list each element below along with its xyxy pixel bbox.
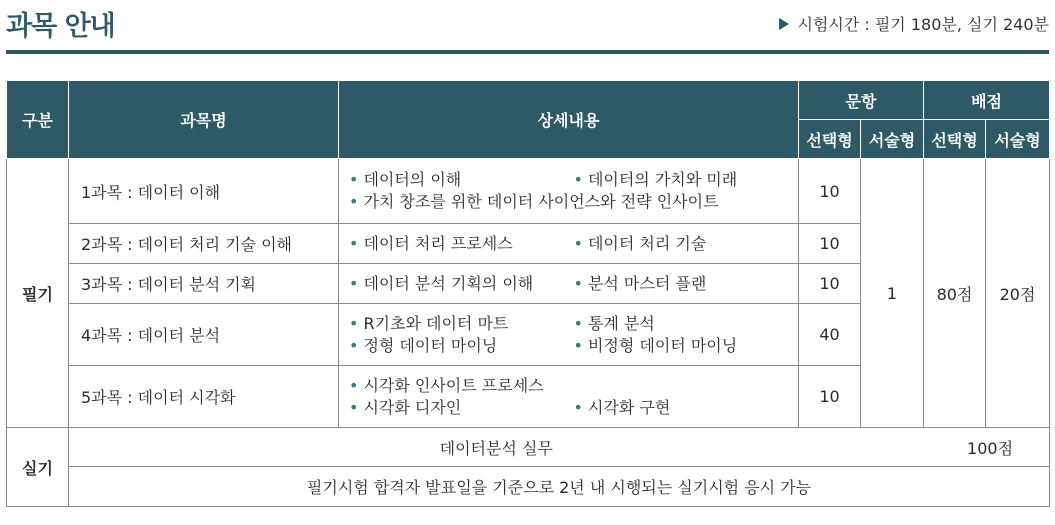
page-title: 과목 안내 [6,11,115,42]
mc-question-count: 40 [799,304,861,366]
header-score: 배점 [924,81,1050,120]
mc-question-count: 10 [799,224,861,264]
mc-question-count: 10 [799,264,861,304]
table-row [7,159,1050,224]
page-header [0,0,1055,52]
detail-item: 분석 마스터 플랜 [587,273,707,293]
mc-question-count: 10 [799,366,861,428]
subject-name: 3과목 : 데이터 분석 기획 [69,264,339,304]
detail-item: 데이터의 이해 [363,170,462,189]
detail-item: 정형 데이터 마이닝 [363,335,498,355]
header-category: 구분 [7,81,69,159]
subject-details: • 데이터의 이해 • 데이터의 가치와 미래 • 가치 창조를 위한 데이터 사이언스와 전략 인사이트 [339,159,799,224]
header-subject: 과목명 [69,81,339,159]
subject-name: 5과목 : 데이터 시각화 [69,366,339,428]
table-row [7,428,1050,467]
table-row [7,467,1050,507]
header-details: 상세내용 [339,81,799,159]
detail-item: 데이터 분석 기획의 이해 [363,273,534,293]
subject-details: • R기초와 데이터 마트 • 통계 분석 • 정형 데이터 마이닝 • 비정형 데이터 마이닝 [339,304,799,366]
detail-item: 시각화 인사이트 프로세스 [363,375,544,395]
detail-item: 시각화 디자인 [363,397,462,417]
written-exam-label: 필기 [7,159,69,428]
subject-name: 2과목 : 데이터 처리 기술 이해 [69,224,339,264]
detail-item: 데이터 처리 프로세스 [363,233,513,253]
detail-item: 가치 창조를 위한 데이터 사이언스와 전략 인사이트 [363,192,719,211]
written-score: 20점 [986,159,1050,428]
subject-details: • 시각화 인사이트 프로세스 • 시각화 디자인 • 시각화 구현 [339,366,799,428]
header-score-written: 서술형 [986,120,1050,159]
subject-details: • 데이터 처리 프로세스 • 데이터 처리 기술 [339,224,799,264]
detail-item: 비정형 데이터 마이닝 [587,335,738,355]
subject-name: 1과목 : 데이터 이해 [69,159,339,224]
header-row [7,81,1050,120]
header-questions: 문항 [799,81,924,120]
detail-item: 데이터의 가치와 미래 [587,170,738,189]
practical-subject: 데이터분석 실무 [69,428,924,467]
triangle-right-icon [779,18,789,30]
exam-time-info [779,12,1049,35]
exam-time-text: 시험시간 : 필기 180분, 실기 240분 [797,15,1049,34]
practical-exam-label: 실기 [7,428,69,507]
practical-score: 100점 [924,428,1050,467]
subject-name: 4과목 : 데이터 분석 [69,304,339,366]
subject-details: • 데이터 분석 기획의 이해 • 분석 마스터 플랜 [339,264,799,304]
header-questions-written: 서술형 [861,120,924,159]
practical-notice: 필기시험 합격자 발표일을 기준으로 2년 내 시행되는 실기시험 응시 가능 [69,467,1050,507]
mc-question-count: 10 [799,159,861,224]
header-score-mc: 선택형 [924,120,986,159]
detail-item: 데이터 처리 기술 [587,233,707,253]
written-question-count: 1 [861,159,924,428]
header-questions-mc: 선택형 [799,120,861,159]
detail-item: 시각화 구현 [587,397,671,417]
subject-table [6,80,1050,507]
mc-score: 80점 [924,159,986,428]
detail-item: R기초와 데이터 마트 [363,313,509,333]
title-divider [6,50,1049,54]
detail-item: 통계 분석 [587,313,655,333]
